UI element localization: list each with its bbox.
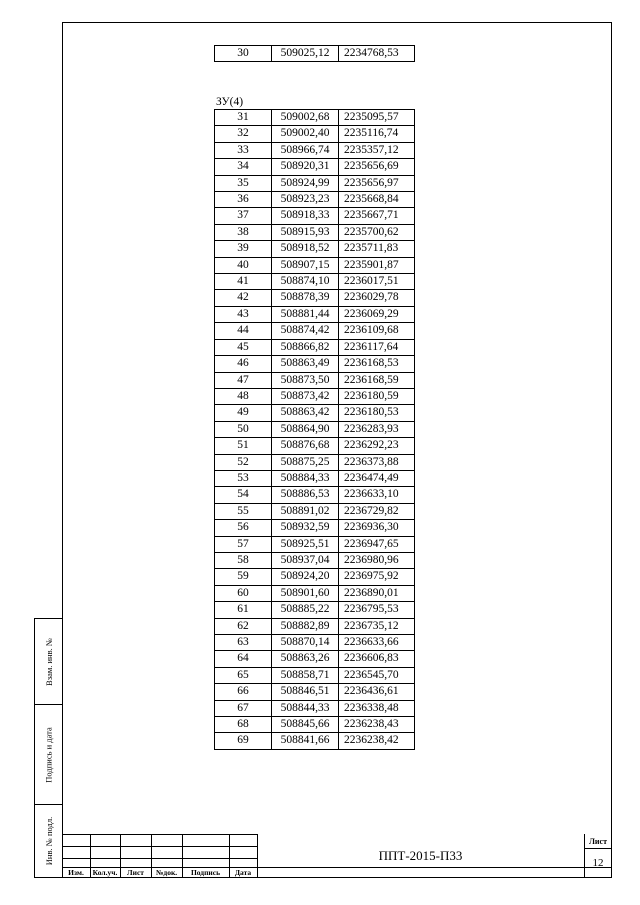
cell-x: 509002,40 bbox=[272, 126, 339, 142]
cell-number: 60 bbox=[215, 585, 272, 601]
cell-number: 68 bbox=[215, 717, 272, 733]
cell-y: 2236109,68 bbox=[339, 323, 415, 339]
cell-x: 508881,44 bbox=[272, 306, 339, 322]
table-row bbox=[215, 306, 415, 322]
table-row bbox=[215, 536, 415, 552]
table-row bbox=[215, 552, 415, 568]
cell-y: 2235116,74 bbox=[339, 126, 415, 142]
cell-x: 508841,66 bbox=[272, 733, 339, 749]
cell-y: 2235901,87 bbox=[339, 257, 415, 273]
cell-x: 508920,31 bbox=[272, 159, 339, 175]
cell-y: 2236373,88 bbox=[339, 454, 415, 470]
cell-number: 48 bbox=[215, 388, 272, 404]
cell-x: 508870,14 bbox=[272, 635, 339, 651]
stamp-header-ndok: №док. bbox=[155, 868, 178, 877]
table-row bbox=[215, 569, 415, 585]
cell-number: 62 bbox=[215, 618, 272, 634]
cell-y: 2235711,83 bbox=[339, 241, 415, 257]
table-row bbox=[215, 635, 415, 651]
cell-x: 508932,59 bbox=[272, 520, 339, 536]
cell-y: 2236936,30 bbox=[339, 520, 415, 536]
cell-y: 2236180,59 bbox=[339, 388, 415, 404]
cell-y: 2236029,78 bbox=[339, 290, 415, 306]
cell-y: 2236238,43 bbox=[339, 717, 415, 733]
table-row bbox=[215, 241, 415, 257]
side-strip-inv bbox=[34, 805, 62, 878]
cell-y: 2236168,53 bbox=[339, 356, 415, 372]
cell-y: 2236947,65 bbox=[339, 536, 415, 552]
cell-y: 2236729,82 bbox=[339, 503, 415, 519]
cell-x: 508882,89 bbox=[272, 618, 339, 634]
cell-number: 46 bbox=[215, 356, 272, 372]
cell-number: 56 bbox=[215, 520, 272, 536]
cell-x: 508885,22 bbox=[272, 602, 339, 618]
cell-number: 40 bbox=[215, 257, 272, 273]
table-row bbox=[215, 142, 415, 158]
table-row bbox=[215, 224, 415, 240]
stamp-header-data: Дата bbox=[234, 868, 252, 877]
cell-y: 2236735,12 bbox=[339, 618, 415, 634]
cell-number: 36 bbox=[215, 192, 272, 208]
side-strip-podpis bbox=[34, 705, 62, 805]
table-row bbox=[215, 126, 415, 142]
cell-y: 2236338,48 bbox=[339, 700, 415, 716]
table-row bbox=[215, 339, 415, 355]
cell-y: 2236980,96 bbox=[339, 552, 415, 568]
cell-y: 2236283,93 bbox=[339, 421, 415, 437]
table-row bbox=[215, 520, 415, 536]
cell-x: 508937,04 bbox=[272, 552, 339, 568]
cell-number: 35 bbox=[215, 175, 272, 191]
cell-y: 2235095,57 bbox=[339, 110, 415, 126]
cell-y: 2236017,51 bbox=[339, 274, 415, 290]
table-row bbox=[215, 438, 415, 454]
coords-table-top bbox=[214, 45, 415, 62]
table-row bbox=[215, 421, 415, 437]
cell-x: 508864,90 bbox=[272, 421, 339, 437]
cell-number: 66 bbox=[215, 684, 272, 700]
section-label: ЗУ(4) bbox=[216, 96, 244, 108]
cell-x: 508923,23 bbox=[272, 192, 339, 208]
cell-y: 2236975,92 bbox=[339, 569, 415, 585]
cell-number: 69 bbox=[215, 733, 272, 749]
cell-x: 508846,51 bbox=[272, 684, 339, 700]
cell-number: 31 bbox=[215, 110, 272, 126]
table-row bbox=[215, 274, 415, 290]
table-row bbox=[215, 46, 415, 62]
cell-number: 63 bbox=[215, 635, 272, 651]
cell-x: 508918,52 bbox=[272, 241, 339, 257]
cell-number: 58 bbox=[215, 552, 272, 568]
cell-y: 2235700,62 bbox=[339, 224, 415, 240]
table-row bbox=[215, 733, 415, 749]
cell-number: 32 bbox=[215, 126, 272, 142]
cell-x: 508876,68 bbox=[272, 438, 339, 454]
side-label-podpis: Подпись и дата bbox=[44, 726, 55, 783]
cell-x: 508886,53 bbox=[272, 487, 339, 503]
cell-y: 2235667,71 bbox=[339, 208, 415, 224]
cell-number: 43 bbox=[215, 306, 272, 322]
cell-number: 39 bbox=[215, 241, 272, 257]
cell-number: 50 bbox=[215, 421, 272, 437]
cell-y: 2236117,64 bbox=[339, 339, 415, 355]
table-row bbox=[215, 110, 415, 126]
cell-y: 2236436,61 bbox=[339, 684, 415, 700]
cell-y: 2236180,53 bbox=[339, 405, 415, 421]
cell-x: 508873,50 bbox=[272, 372, 339, 388]
stamp-header-podpis: Подпись bbox=[190, 868, 221, 877]
cell-x: 508858,71 bbox=[272, 667, 339, 683]
side-label-vzam: Взам. инв. № bbox=[44, 637, 54, 686]
cell-y: 2236795,53 bbox=[339, 602, 415, 618]
cell-x: 508884,33 bbox=[272, 470, 339, 486]
cell-x: 508875,25 bbox=[272, 454, 339, 470]
cell-number: 42 bbox=[215, 290, 272, 306]
table-row bbox=[215, 175, 415, 191]
table-row bbox=[215, 208, 415, 224]
stamp-header-izm: Изм. bbox=[68, 868, 84, 877]
cell-number: 33 bbox=[215, 142, 272, 158]
sheet-number: 12 bbox=[592, 857, 604, 869]
cell-x: 508901,60 bbox=[272, 585, 339, 601]
cell-y: 2236238,42 bbox=[339, 733, 415, 749]
cell-x: 508844,33 bbox=[272, 700, 339, 716]
sheet-label: Лист bbox=[588, 837, 608, 846]
cell-number: 61 bbox=[215, 602, 272, 618]
cell-number: 53 bbox=[215, 470, 272, 486]
table-row bbox=[215, 356, 415, 372]
table-row bbox=[215, 159, 415, 175]
cell-y: 2236474,49 bbox=[339, 470, 415, 486]
side-strip-vzam bbox=[34, 618, 62, 705]
cell-x: 508924,20 bbox=[272, 569, 339, 585]
cell-x: 509025,12 bbox=[272, 46, 339, 62]
cell-y: 2235656,69 bbox=[339, 159, 415, 175]
cell-y: 2236545,70 bbox=[339, 667, 415, 683]
cell-number: 37 bbox=[215, 208, 272, 224]
table-row bbox=[215, 487, 415, 503]
cell-x: 508907,15 bbox=[272, 257, 339, 273]
table-row bbox=[215, 585, 415, 601]
cell-y: 2235668,84 bbox=[339, 192, 415, 208]
cell-x: 508918,33 bbox=[272, 208, 339, 224]
table-row bbox=[215, 192, 415, 208]
cell-x: 508863,42 bbox=[272, 405, 339, 421]
table-row bbox=[215, 323, 415, 339]
cell-number: 34 bbox=[215, 159, 272, 175]
cell-number: 38 bbox=[215, 224, 272, 240]
cell-x: 508863,26 bbox=[272, 651, 339, 667]
side-label-inv: Инв. № подл. bbox=[44, 816, 54, 866]
cell-x: 508874,10 bbox=[272, 274, 339, 290]
cell-x: 508845,66 bbox=[272, 717, 339, 733]
table-row bbox=[215, 257, 415, 273]
cell-number: 45 bbox=[215, 339, 272, 355]
table-row bbox=[215, 602, 415, 618]
table-row bbox=[215, 651, 415, 667]
title-block bbox=[62, 834, 612, 878]
cell-y: 2236633,10 bbox=[339, 487, 415, 503]
cell-x: 508915,93 bbox=[272, 224, 339, 240]
cell-y: 2236069,29 bbox=[339, 306, 415, 322]
cell-y: 2234768,53 bbox=[339, 46, 415, 62]
cell-x: 508891,02 bbox=[272, 503, 339, 519]
table-row bbox=[215, 684, 415, 700]
cell-y: 2236606,83 bbox=[339, 651, 415, 667]
cell-x: 508878,39 bbox=[272, 290, 339, 306]
cell-number: 52 bbox=[215, 454, 272, 470]
cell-x: 508925,51 bbox=[272, 536, 339, 552]
table-row bbox=[215, 700, 415, 716]
table-row bbox=[215, 454, 415, 470]
cell-number: 67 bbox=[215, 700, 272, 716]
table-row bbox=[215, 470, 415, 486]
cell-number: 49 bbox=[215, 405, 272, 421]
cell-number: 30 bbox=[215, 46, 272, 62]
cell-x: 508924,99 bbox=[272, 175, 339, 191]
stamp-header-list: Лист bbox=[127, 868, 144, 877]
cell-y: 2235357,12 bbox=[339, 142, 415, 158]
table-row bbox=[215, 618, 415, 634]
table-row bbox=[215, 503, 415, 519]
table-row bbox=[215, 667, 415, 683]
cell-x: 508874,42 bbox=[272, 323, 339, 339]
cell-y: 2236168,59 bbox=[339, 372, 415, 388]
cell-number: 59 bbox=[215, 569, 272, 585]
cell-x: 508966,74 bbox=[272, 142, 339, 158]
cell-number: 64 bbox=[215, 651, 272, 667]
cell-number: 44 bbox=[215, 323, 272, 339]
cell-number: 41 bbox=[215, 274, 272, 290]
cell-y: 2236633,66 bbox=[339, 635, 415, 651]
cell-y: 2236890,01 bbox=[339, 585, 415, 601]
document-code: ППТ-2015-П33 bbox=[378, 848, 463, 863]
cell-number: 57 bbox=[215, 536, 272, 552]
stamp-header-koluch: Кол.уч. bbox=[92, 868, 118, 877]
cell-number: 47 bbox=[215, 372, 272, 388]
coords-table bbox=[214, 109, 415, 750]
cell-x: 508873,42 bbox=[272, 388, 339, 404]
cell-y: 2236292,23 bbox=[339, 438, 415, 454]
cell-x: 508863,49 bbox=[272, 356, 339, 372]
table-row bbox=[215, 717, 415, 733]
cell-number: 65 bbox=[215, 667, 272, 683]
table-row bbox=[215, 388, 415, 404]
cell-number: 55 bbox=[215, 503, 272, 519]
table-row bbox=[215, 405, 415, 421]
table-row bbox=[215, 372, 415, 388]
cell-x: 508866,82 bbox=[272, 339, 339, 355]
cell-x: 509002,68 bbox=[272, 110, 339, 126]
cell-number: 54 bbox=[215, 487, 272, 503]
table-row bbox=[215, 290, 415, 306]
cell-y: 2235656,97 bbox=[339, 175, 415, 191]
cell-number: 51 bbox=[215, 438, 272, 454]
